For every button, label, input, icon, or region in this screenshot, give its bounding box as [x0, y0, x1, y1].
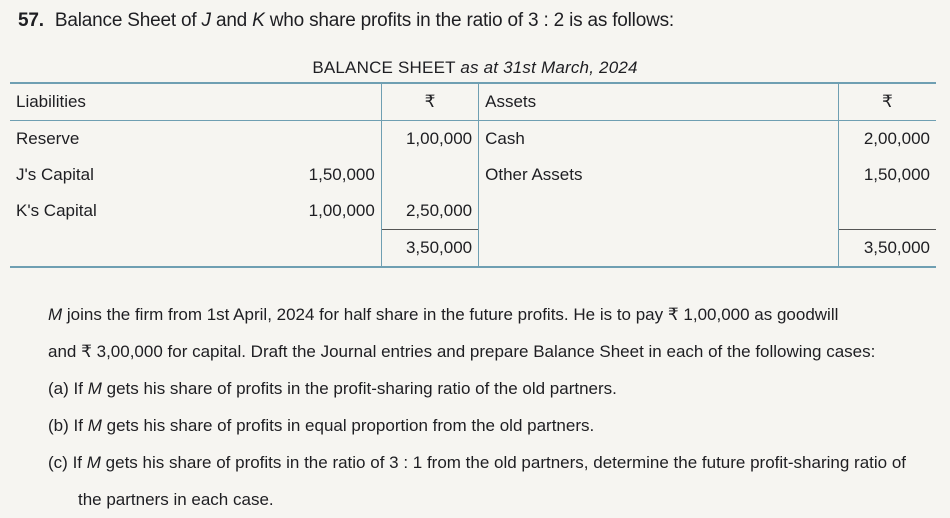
liability-sub-amount: 1,50,000	[308, 165, 375, 184]
asset-label: Other Assets	[479, 157, 839, 193]
liability-sub-amount: 1,00,000	[308, 201, 375, 221]
question-heading	[18, 10, 674, 32]
header-rupee-liabilities: ₹	[381, 83, 478, 121]
balance-sheet-table	[10, 82, 936, 268]
asset-amount	[838, 193, 936, 230]
liability-sub-amount	[265, 121, 381, 158]
table-row	[10, 121, 936, 158]
case-label: (c)	[48, 453, 68, 472]
asset-amount: 2,00,000	[863, 129, 930, 148]
liability-amount: 2,50,000	[381, 193, 478, 230]
header-liabilities: Liabilities	[10, 83, 265, 121]
liability-amount	[381, 157, 478, 193]
question-number: 57.	[18, 10, 44, 31]
para-line-1	[48, 296, 933, 333]
case-text: gets his share of profits in the ratio of 3 : 1 from the old partners, determine the future profit-sharing ratio of the partners in each case.	[78, 453, 907, 509]
case-if: If	[72, 453, 83, 472]
partner-m-name: M	[48, 305, 63, 324]
case-label: (b)	[48, 416, 69, 435]
liability-label: K's Capital	[16, 201, 97, 221]
totals-row	[10, 230, 936, 268]
total-assets: 3,50,000	[838, 230, 936, 268]
asset-amount: 1,50,000	[863, 165, 930, 184]
balance-sheet-heading: BALANCE SHEET	[312, 58, 456, 77]
case-label: (a)	[48, 379, 69, 398]
para-line-1-text: joins the firm from 1st April, 2024 for half share in the future profits. He is to pay ₹ 1,00,000 as goodwill	[66, 305, 839, 324]
liability-label: Reserve	[16, 129, 80, 148]
partner-m-name: M	[87, 416, 102, 435]
case-if: If	[73, 379, 83, 398]
partner-k-name: K	[252, 10, 265, 31]
balance-sheet-title	[0, 58, 950, 78]
table-header-row	[10, 83, 936, 121]
para-line-2: and ₹ 3,00,000 for capital. Draft the Journal entries and prepare Balance Sheet in each of the following cases:	[48, 342, 876, 361]
case-if: If	[73, 416, 83, 435]
question-body	[48, 296, 933, 518]
case-b	[48, 407, 933, 444]
asset-label: Cash	[479, 121, 839, 158]
table-row	[10, 157, 936, 193]
header-rupee-assets: ₹	[838, 83, 936, 121]
header-assets: Assets	[479, 83, 839, 121]
partner-j-name: J	[201, 10, 211, 31]
case-c	[48, 444, 933, 518]
case-text: gets his share of profits in the profit-sharing ratio of the old partners.	[106, 379, 617, 398]
header-blank	[265, 83, 381, 121]
question-text-and: and	[215, 10, 248, 31]
total-liabilities: 3,50,000	[381, 230, 478, 268]
case-text: gets his share of profits in equal proportion from the old partners.	[106, 416, 595, 435]
asset-label	[479, 193, 839, 230]
partner-m-name: M	[86, 453, 101, 472]
question-text-rest: who share profits in the ratio of 3 : 2 is as follows:	[269, 10, 674, 31]
balance-sheet-date: as at 31st March, 2024	[460, 58, 638, 77]
table-row	[10, 193, 936, 230]
liability-amount: 1,00,000	[381, 121, 478, 158]
case-a	[48, 370, 933, 407]
partner-m-name: M	[87, 379, 102, 398]
question-text-part: Balance Sheet of	[54, 10, 197, 31]
liability-label: J's Capital	[16, 165, 94, 184]
